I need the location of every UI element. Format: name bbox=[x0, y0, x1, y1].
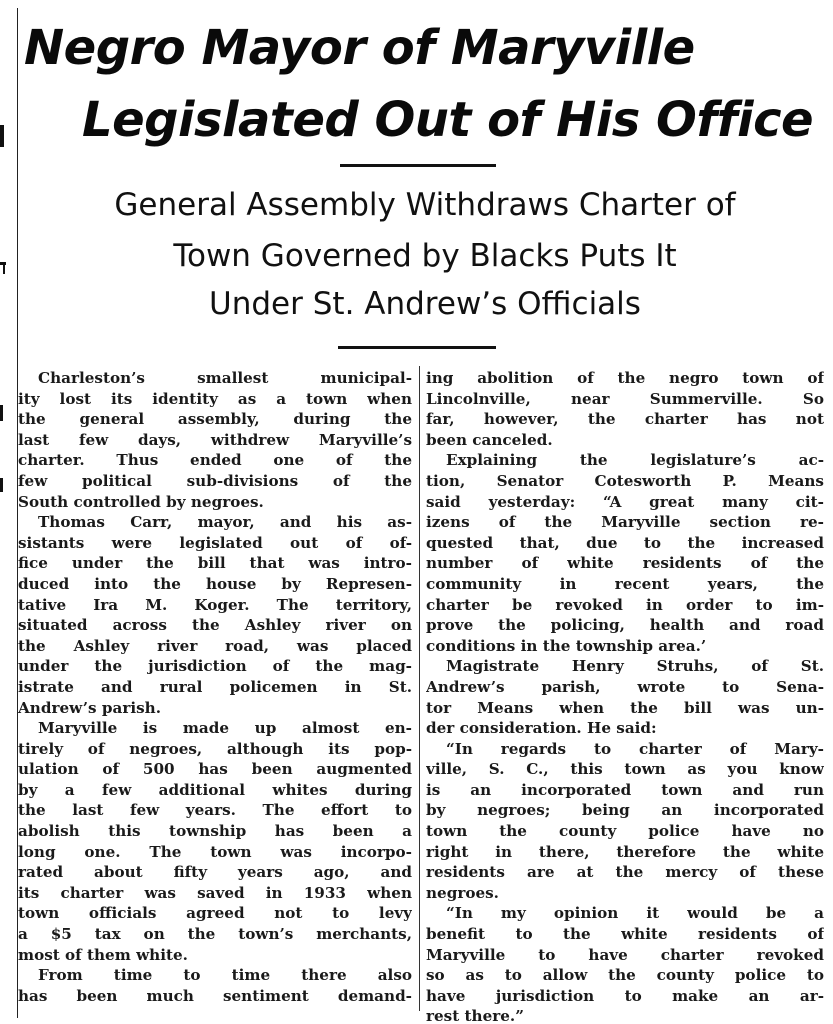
text-line: istrate and rural policemen in St. bbox=[18, 677, 412, 696]
headline-line-1: Negro Mayor of Maryville bbox=[24, 20, 695, 76]
text-line: South controlled by negroes. bbox=[18, 492, 264, 511]
text-line: situated across the Ashley river on bbox=[18, 616, 412, 635]
deck-line-3: Under St. Andrew’s Officials bbox=[209, 286, 641, 322]
text-line: Maryville is made up almost en- bbox=[38, 719, 412, 738]
edge-fragment-mark bbox=[0, 478, 3, 492]
text-line: fice under the bill that was intro- bbox=[18, 554, 412, 573]
text-line: From time to time there also bbox=[38, 966, 412, 985]
text-line: duced into the house by Represen- bbox=[18, 574, 412, 593]
text-line: Maryville to have charter revoked bbox=[426, 945, 824, 964]
text-line: right in there, therefore the white bbox=[426, 842, 824, 861]
text-line: ulation of 500 has been augmented bbox=[18, 760, 412, 779]
text-line: by negroes; being an incorporated bbox=[426, 801, 824, 820]
text-line: has been much sentiment demand- bbox=[18, 986, 412, 1005]
text-line: negroes. bbox=[426, 883, 499, 902]
deck-divider bbox=[338, 346, 496, 349]
text-line: ville, S. C., this town as you know bbox=[426, 760, 824, 779]
text-line: the last few years. The effort to bbox=[18, 801, 412, 820]
headline-divider bbox=[340, 164, 496, 167]
text-line: ity lost its identity as a town when bbox=[18, 389, 412, 408]
text-line: said yesterday: “A great many cit- bbox=[426, 492, 824, 511]
text-line: number of white residents of the bbox=[426, 554, 824, 573]
deck-line-1: General Assembly Withdraws Charter of bbox=[114, 187, 736, 223]
text-line: tion, Senator Cotesworth P. Means bbox=[426, 471, 824, 490]
deck-line-2: Town Governed by Blacks Puts It bbox=[173, 238, 677, 274]
text-line: far, however, the charter has not bbox=[426, 410, 824, 429]
text-line: conditions in the township area.’ bbox=[426, 636, 707, 655]
text-line: is an incorporated town and run bbox=[426, 780, 824, 799]
text-line: prove the policing, health and road bbox=[426, 616, 824, 635]
article-column-left bbox=[18, 368, 412, 1006]
text-line: a $5 tax on the town’s merchants, bbox=[18, 925, 412, 944]
text-line: residents are at the mercy of these bbox=[426, 863, 824, 882]
text-line: “In my opinion it would be a bbox=[446, 904, 824, 923]
text-line: town the county police have no bbox=[426, 822, 824, 841]
text-line: Explaining the legislature’s ac- bbox=[446, 451, 824, 470]
text-line: Lincolnville, near Summerville. So bbox=[426, 389, 824, 408]
edge-fragment-mark bbox=[0, 125, 4, 147]
text-line: rest there.” bbox=[426, 1007, 524, 1024]
text-line: community in recent years, the bbox=[426, 574, 824, 593]
text-line: few political sub-divisions of the bbox=[18, 471, 412, 490]
text-line: tirely of negroes, although its pop- bbox=[18, 739, 412, 758]
text-line: Magistrate Henry Struhs, of St. bbox=[446, 657, 824, 676]
text-line: charter. Thus ended one of the bbox=[18, 451, 412, 470]
text-line: quested that, due to the increased bbox=[426, 533, 824, 552]
text-line: ing abolition of the negro town of bbox=[426, 369, 824, 387]
text-line: charter be revoked in order to im- bbox=[426, 595, 824, 614]
text-line: sistants were legislated out of of- bbox=[18, 533, 412, 552]
text-line: most of them white. bbox=[18, 945, 188, 964]
text-line: its charter was saved in 1933 when bbox=[18, 883, 412, 902]
edge-fragment-mark bbox=[3, 262, 5, 274]
text-line: so as to allow the county police to bbox=[426, 966, 824, 985]
text-line: “In regards to charter of Mary- bbox=[446, 739, 824, 758]
text-line: the general assembly, during the bbox=[18, 410, 412, 429]
text-line: rated about fifty years ago, and bbox=[18, 863, 412, 882]
text-line: Thomas Carr, mayor, and his as- bbox=[38, 513, 412, 532]
text-line: Charleston’s smallest municipal- bbox=[38, 369, 412, 387]
edge-fragment-mark bbox=[0, 405, 3, 421]
text-line: the Ashley river road, was placed bbox=[18, 636, 412, 655]
text-line: der consideration. He said: bbox=[426, 719, 657, 738]
headline-line-2: Legislated Out of His Office bbox=[82, 92, 814, 148]
text-line: benefit to the white residents of bbox=[426, 925, 824, 944]
text-line: under the jurisdiction of the mag- bbox=[18, 657, 412, 676]
text-line: have jurisdiction to make an ar- bbox=[426, 986, 824, 1005]
column-rule-center bbox=[419, 366, 420, 1011]
text-line: izens of the Maryville section re- bbox=[426, 513, 824, 532]
text-line: town officials agreed not to levy bbox=[18, 904, 412, 923]
text-line: Andrew’s parish, wrote to Sena- bbox=[426, 677, 824, 696]
article-column-right bbox=[426, 368, 824, 1024]
text-line: Andrew’s parish. bbox=[18, 698, 161, 717]
text-line: tor Means when the bill was un- bbox=[426, 698, 824, 717]
text-line: by a few additional whites during bbox=[18, 780, 412, 799]
text-line: long one. The town was incorpo- bbox=[18, 842, 412, 861]
text-line: been canceled. bbox=[426, 430, 553, 449]
text-line: tative Ira M. Koger. The territory, bbox=[18, 595, 412, 614]
text-line: abolish this township has been a bbox=[18, 822, 412, 841]
text-line: last few days, withdrew Maryville’s bbox=[18, 430, 412, 449]
